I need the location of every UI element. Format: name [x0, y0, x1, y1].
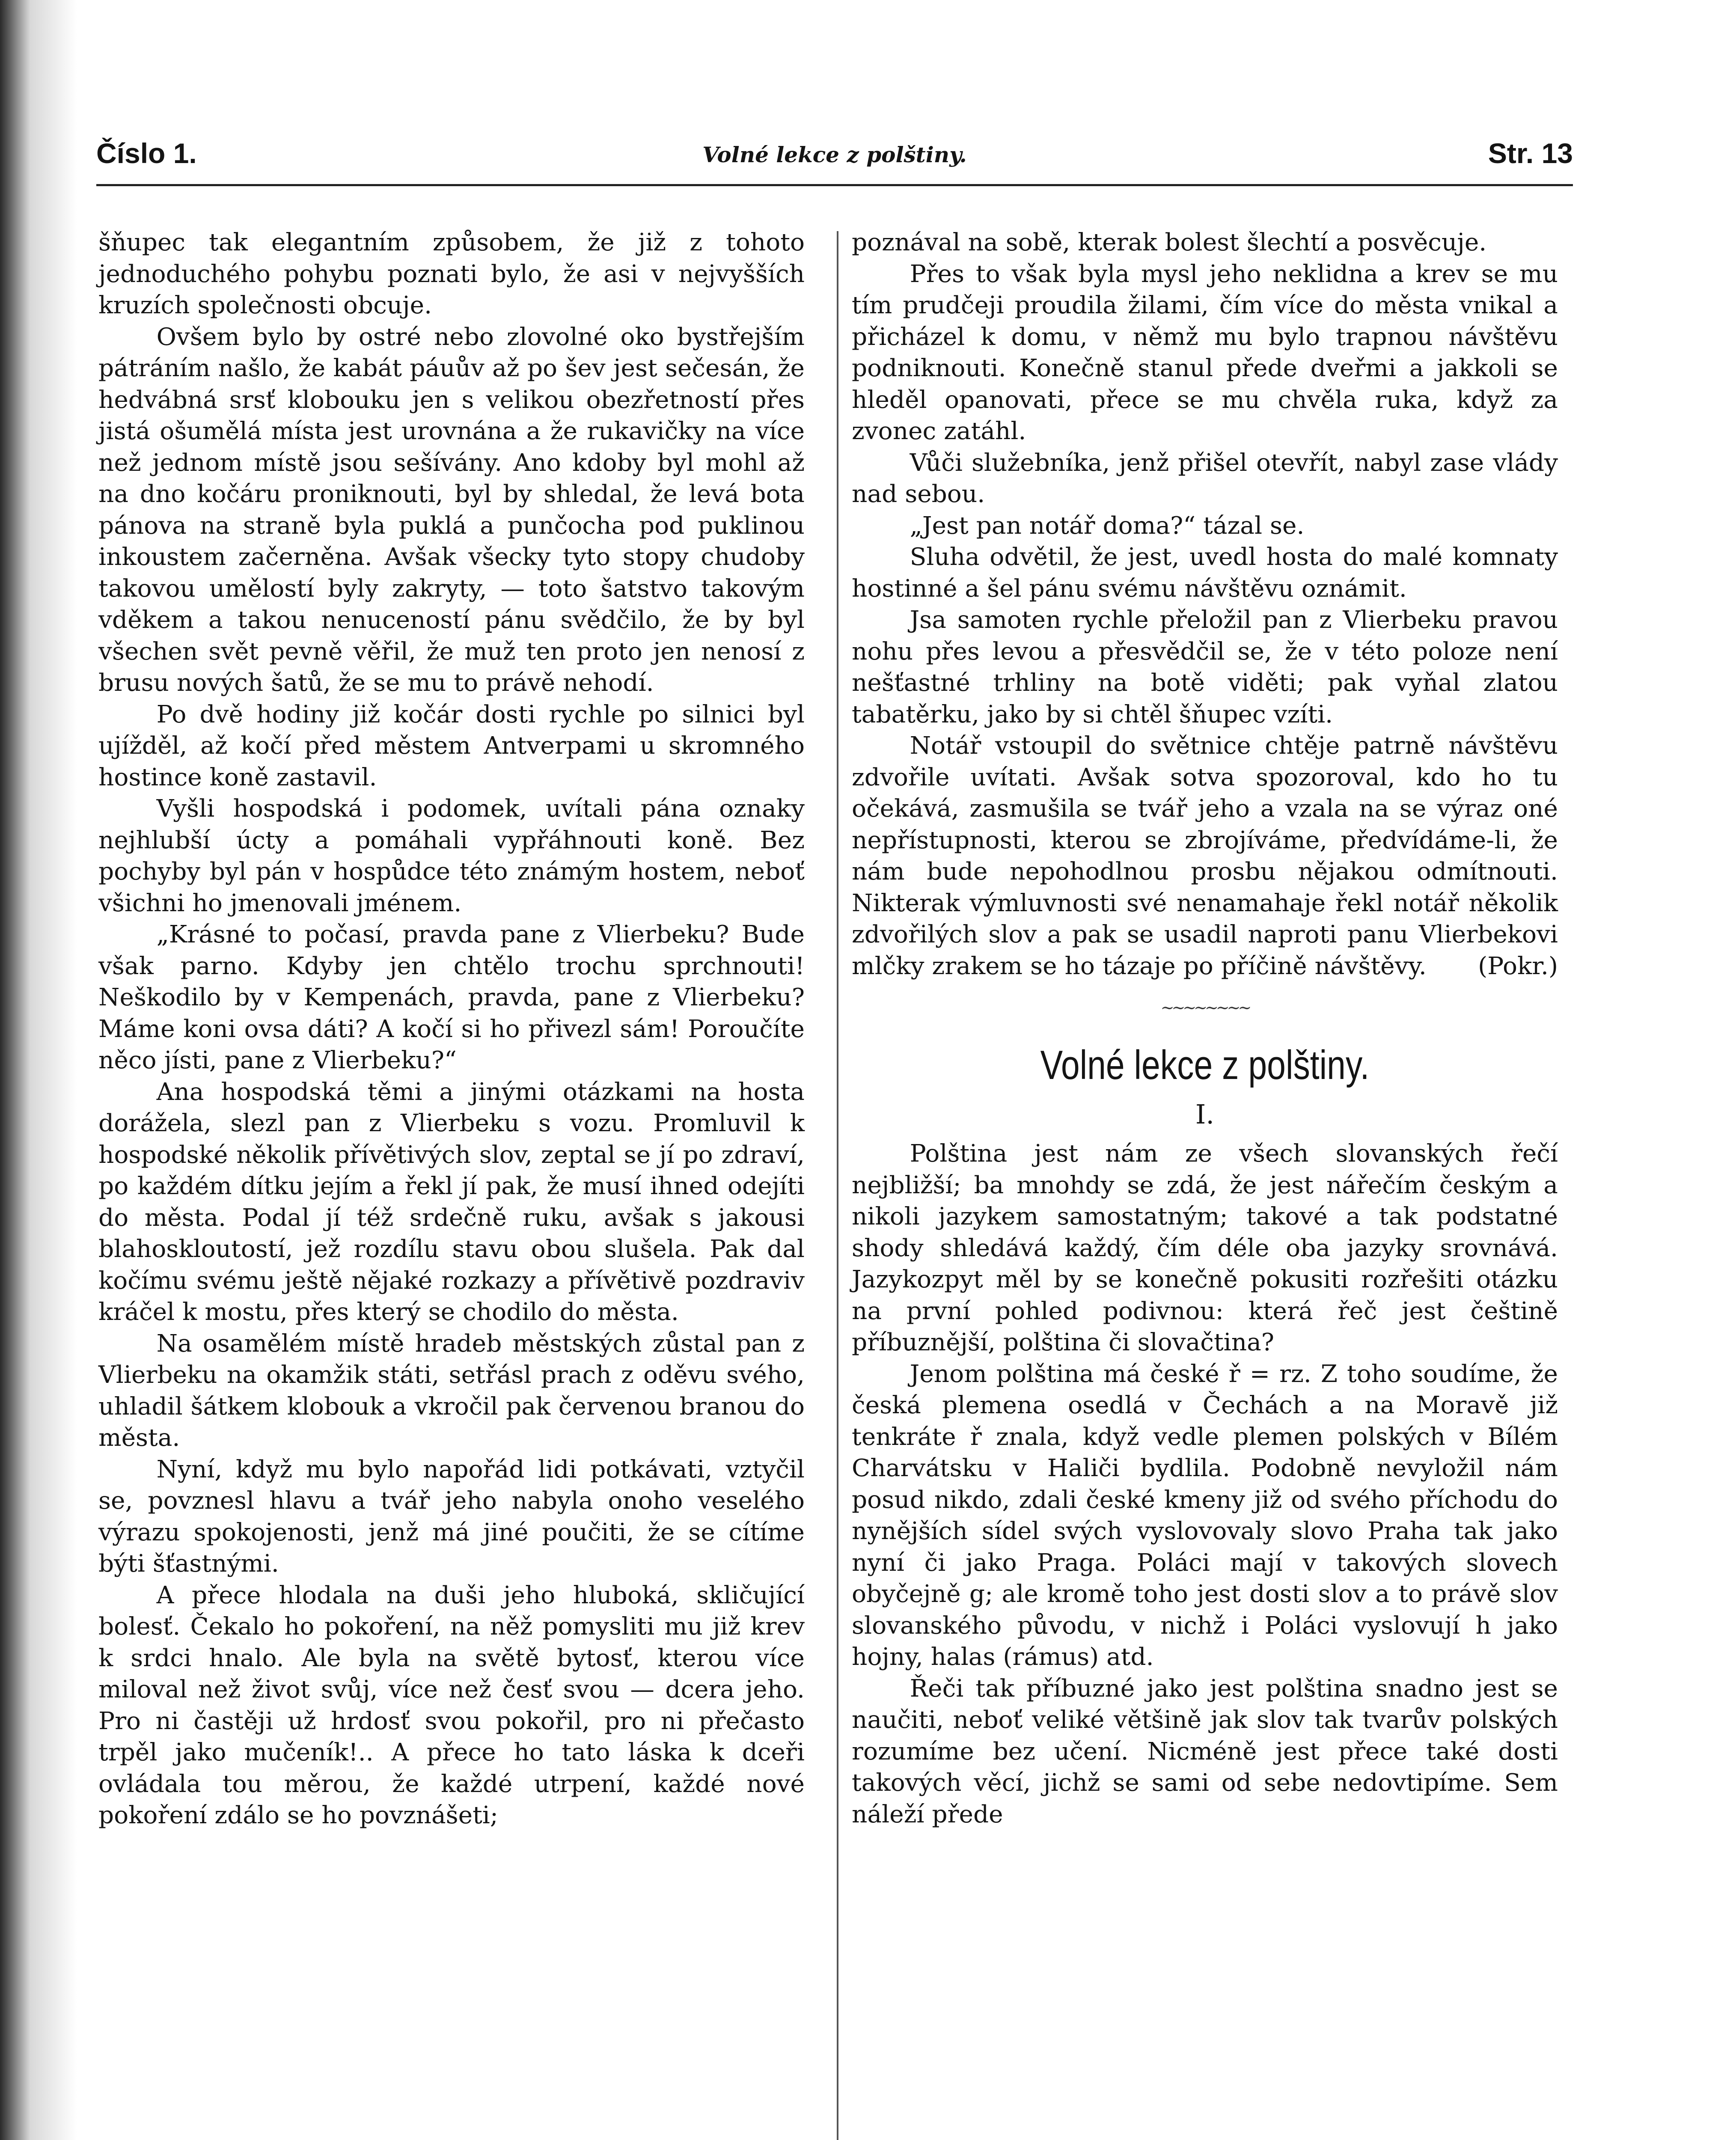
- right-column: [852, 227, 1558, 1830]
- scan-binding-shadow: [0, 0, 77, 2140]
- page-header: [96, 137, 1573, 184]
- section-divider-ornament: ~~~~~~~~: [1160, 998, 1249, 1017]
- paragraph: Polština jest nám ze všech slovanských řečí nejbližší; ba mnohdy se zdá, že jest nářečím českým a nikoli jazykem samostatným; takové a tak podstatné shody shledává každý, čím déle oba jazyky srovnává. Jazykozpyt měl by se konečně pokusiti rozřešiti otázku na první pohled podivnou: která řeč jest češtině příbuznější, polština či slovačtina?: [852, 1140, 1558, 1356]
- paragraph: Vůči služebníka, jenž přišel otevřít, nabyl zase vlády nad sebou.: [852, 449, 1558, 508]
- paragraph: Ovšem bylo by ostré nebo zlovolné oko bystřejším pátráním našlo, že kabát páuův až po šev jest sečesán, že hedvábná srsť klobouku jen s velikou obezřetností přes jistá ošumělá místa jest urovnána a že rukavičky na více než jednom místě jsou sešívány. Ano kdoby byl mohl až na dno kočáru proniknouti, byl by shledal, že levá bota pánova na straně byla puklá a punčocha pod puklinou inkoustem začerněna. Avšak všecky tyto stopy chudoby takovou umělostí byly zakryty, — toto šatstvo takovým vděkem a takou nenuceností pánu svědčilo, že by byl všechen svět pevně věřil, že muž ten proto jen nenosí z brusu nových šatů, že se mu to právě nehodí.: [98, 323, 805, 697]
- paragraph: „Krásné to počasí, pravda pane z Vlierbeku? Bude však parno. Kdyby jen chtělo trochu sprchnouti! Neškodilo by v Kempenách, pravda, pane z Vlierbeku? Máme koni ovsa dáti? A kočí si ho přivezl sám! Poroučíte něco jísti, pane z Vlierbeku?“: [98, 921, 805, 1074]
- page-number: Str. 13: [1488, 137, 1573, 169]
- section-title: Volné lekce z polštiny.: [1040, 1042, 1370, 1088]
- header-rule: [96, 184, 1573, 186]
- running-title: Volné lekce z polštiny.: [702, 142, 967, 167]
- paragraph: A přece hlodala na duši jeho hluboká, skličující bolesť. Čekalo ho pokoření, na něž pomysliti mu již krev k srdci hnalo. Ale byla na světě bytosť, kterou více miloval než život svůj, více než česť svou — dcera jeho. Pro ni častěji už hrdosť svou pokořil, pro ni přečasto trpěl jako mučeník!.. A přece ho tato láska k dceři ovládala tou měrou, že každé utrpení, každé nové pokoření zdálo se ho povznášeti;: [98, 1581, 805, 1829]
- column-divider: [837, 231, 838, 2140]
- paragraph: Na osamělém místě hradeb městských zůstal pan z Vlierbeku na okamžik státi, setřásl prach z oděvu svého, uhladil šátkem klobouk a vkročil pak červenou branou do města.: [98, 1329, 805, 1452]
- paragraph: Po dvě hodiny již kočár dosti rychle po silnici byl ujížděl, až kočí před městem Antverpami u skromného hostince koně zastavil.: [98, 700, 805, 791]
- paragraph: „Jest pan notář doma?“ tázal se.: [910, 511, 1305, 540]
- paragraph: Notář vstoupil do světnice chtěje patrně návštěvu zdvořile uvítati. Avšak sotva spozoroval, kdo ho tu očekává, zasmušila se tvář jeho a vzala na se výraz oné nepřístupnosti, kterou se zbrojíváme, předvídáme-li, že nám bude nepohodlnou prosbu nějakou odmítnouti. Nikterak výmluvnosti své nenamahaje řekl notář několik zdvořilých slov a pak se usadil naproti panu Vlierbekovi mlčky zrakem se ho tázaje po příčině návštěvy.: [852, 732, 1558, 980]
- continued-label: (Pokr.): [1478, 952, 1558, 980]
- paragraph: Ana hospodská těmi a jinými otázkami na hosta dorážela, slezl pan z Vlierbeku s vozu. Promluvil k hospodské několik přívětivých slov, zeptal se jí po zdraví, po každém dítku jejím a řekl jí pak, že musí ihned odejíti do města. Podal jí též srdečně ruku, avšak s jakousi blahoskloutostí, jež rozdílu stavu obou slušela. Pak dal kočímu svému ještě nějaké rozkazy a přívětivě pozdraviv kráčel k mostu, přes který se chodilo do města.: [98, 1078, 805, 1326]
- section-number: I.: [1195, 1099, 1215, 1130]
- paragraph: Jsa samoten rychle přeložil pan z Vlierbeku pravou nohu přes levou a přesvědčil se, že v této poloze není nešťastné trhliny na botě viděti; pak vyňal zlatou tabatěrku, jako by si chtěl šňupec vzíti.: [852, 606, 1558, 728]
- paragraph: Sluha odvětil, že jest, uvedl hosta do malé komnaty hostinné a šel pánu svému návštěvu oznámit.: [852, 543, 1558, 603]
- paragraph: Vyšli hospodská i podomek, uvítali pána oznaky nejhlubší úcty a pomáhali vypřáhnouti koně. Bez pochyby byl pán v hospůdce této známým hostem, neboť všichni ho jmenovali jménem.: [98, 795, 805, 917]
- paragraph: Jenom polština má české ř = rz. Z toho soudíme, že česká plemena osedlá v Čechách a na Moravě již tenkráte ř znala, když vedle plemen polských v Bílém Charvátsku v Haliči bydlila. Podobně nevyložil nám posud nikdo, zdali české kmeny již od svého příchodu do nynějších sídel svých vyslovovaly slovo Praha tak jako nyní či jako Praga. Poláci mají v takových slovech obyčejně g; ale kromě toho jest dosti slov a to právě slov slovanského původu, v nichž i Poláci vyslovují h jako hojny, halas (rámus) atd.: [852, 1360, 1558, 1671]
- paragraph: Nyní, když mu bylo napořád lidi potkávati, vztyčil se, povznesl hlavu a tvář jeho nabyla onoho veselého výrazu spokojenosti, jenž má jiné poučiti, že se cítíme býti šťastnými.: [98, 1455, 805, 1578]
- left-column: [98, 227, 805, 1831]
- paragraph: poznával na sobě, kterak bolest šlechtí a posvěcuje.: [852, 229, 1487, 256]
- paragraph: Přes to však byla mysl jeho neklidna a krev se mu tím prudčeji proudila žilami, čím více do města vnikal a přicházel k domu, v němž mu bylo trapnou návštěvu podniknouti. Konečně stanul přede dveřmi a jakkoli se hleděl opanovati, přece se mu chvěla ruka, když za zvonec zatáhl.: [852, 260, 1558, 445]
- issue-number: Číslo 1.: [96, 137, 197, 169]
- paragraph: Řeči tak příbuzné jako jest polština snadno jest se naučiti, neboť veliké většině jak slov tak tvarův polských rozumíme bez učení. Nicméně jest přece také dosti takových věcí, jichž se sami od sebe nedovtipíme. Sem náleží přede: [852, 1674, 1558, 1828]
- paragraph: šňupec tak elegantním způsobem, že již z tohoto jednoduchého pohybu poznati bylo, že asi v nejvyšších kruzích společnosti obcuje.: [98, 229, 805, 319]
